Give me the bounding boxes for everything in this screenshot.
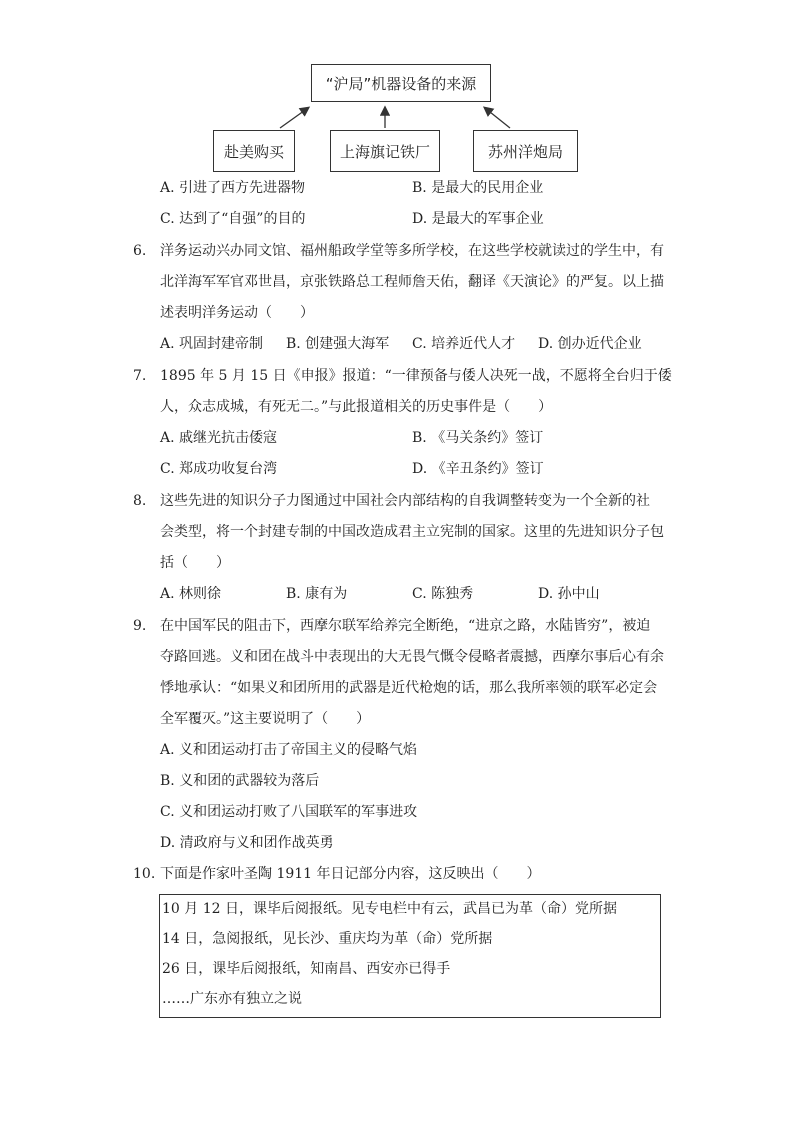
q5-option-a: A. 引进了西方先进器物 [160, 180, 306, 196]
q7-line-2: 人，众志成城，有死无二。”与此报道相关的历史事件是（ ） [160, 399, 553, 415]
q5-option-c: C. 达到了“自强”的目的 [160, 211, 306, 227]
q7-number: 7. [133, 368, 147, 384]
q6-line-1: 洋务运动兴办同文馆、福州船政学堂等多所学校，在这些学校就读过的学生中，有 [160, 243, 664, 259]
q6-option-d: D. 创办近代企业 [538, 336, 642, 352]
q7-option-a: A. 戚继光抗击倭寇 [160, 430, 278, 446]
q8-option-d: D. 孙中山 [538, 586, 600, 602]
q8-line-2: 会类型，将一个封建专制的中国改造成君主立宪制的国家。这里的先进知识分子包 [160, 524, 664, 540]
diary-row-3: 26 日，课毕后阅报纸，知南昌、西安亦已得手 [162, 961, 451, 977]
q7-option-c: C. 郑成功收复台湾 [160, 461, 278, 477]
q6-line-3: 述表明洋务运动（ ） [160, 305, 314, 321]
q8-option-c: C. 陈独秀 [412, 586, 474, 602]
q9-option-c: C. 义和团运动打败了八国联军的军事进攻 [160, 804, 418, 820]
arrow-left [280, 108, 308, 128]
q9-option-d: D. 清政府与义和团作战英勇 [160, 835, 334, 851]
q6-option-b: B. 创建强大海军 [286, 336, 390, 352]
diary-excerpt-box [159, 894, 661, 1018]
q6-option-a: A. 巩固封建帝制 [160, 336, 264, 352]
q9-line-4: 全军覆灭。”这主要说明了（ ） [160, 711, 371, 727]
q7-line-1: 1895 年 5 月 15 日《申报》报道：“一律预备与倭人决死一战，不愿将全台归于倭 [160, 368, 672, 384]
q10-line-1: 下面是作家叶圣陶 1911 年日记部分内容，这反映出（ ） [160, 866, 541, 882]
q9-line-3: 悸地承认：“如果义和团所用的武器是近代枪炮的话，那么我所率领的联军必定会 [160, 680, 658, 696]
source-diagram [200, 60, 600, 175]
q8-number: 8. [133, 493, 147, 509]
diagram-source-2: 上海旗记铁厂 [330, 130, 440, 172]
q9-option-a: A. 义和团运动打击了帝国主义的侵略气焰 [160, 742, 418, 758]
q9-line-1: 在中国军民的阻击下，西摩尔联军给养完全断绝，“进京之路，水陆皆穷”，被迫 [160, 618, 651, 634]
q9-option-b: B. 义和团的武器较为落后 [160, 773, 320, 789]
q5-option-b: B. 是最大的民用企业 [412, 180, 544, 196]
diagram-top-box: “沪局”机器设备的来源 [311, 64, 491, 102]
q8-line-3: 括（ ） [160, 555, 230, 571]
arrow-right [485, 108, 510, 128]
q6-option-c: C. 培养近代人才 [412, 336, 516, 352]
diary-row-1: 10 月 12 日，课毕后阅报纸。见专电栏中有云，武昌已为革（命）党所据 [162, 901, 617, 917]
diary-row-2: 14 日，急阅报纸，见长沙、重庆均为革（命）党所据 [162, 931, 493, 947]
q8-option-a: A. 林则徐 [160, 586, 222, 602]
q5-option-d: D. 是最大的军事企业 [412, 211, 544, 227]
q9-number: 9. [133, 618, 147, 634]
diagram-source-1: 赴美购买 [213, 130, 295, 172]
q6-line-2: 北洋海军军官邓世昌，京张铁路总工程师詹天佑，翻译《天演论》的严复。以上描 [160, 274, 664, 290]
q7-option-b: B. 《马关条约》签订 [412, 430, 544, 446]
q7-option-d: D. 《辛丑条约》签订 [412, 461, 544, 477]
q6-number: 6. [133, 243, 147, 259]
q9-line-2: 夺路回逃。义和团在战斗中表现出的大无畏气慨令侵略者震撼，西摩尔事后心有余 [160, 649, 664, 665]
q8-line-1: 这些先进的知识分子力图通过中国社会内部结构的自我调整转变为一个全新的社 [160, 493, 650, 509]
diagram-source-3: 苏州洋炮局 [473, 130, 578, 172]
q10-number: 10. [133, 866, 156, 882]
q8-option-b: B. 康有为 [286, 586, 348, 602]
diary-row-4: ……广东亦有独立之说 [162, 991, 302, 1007]
